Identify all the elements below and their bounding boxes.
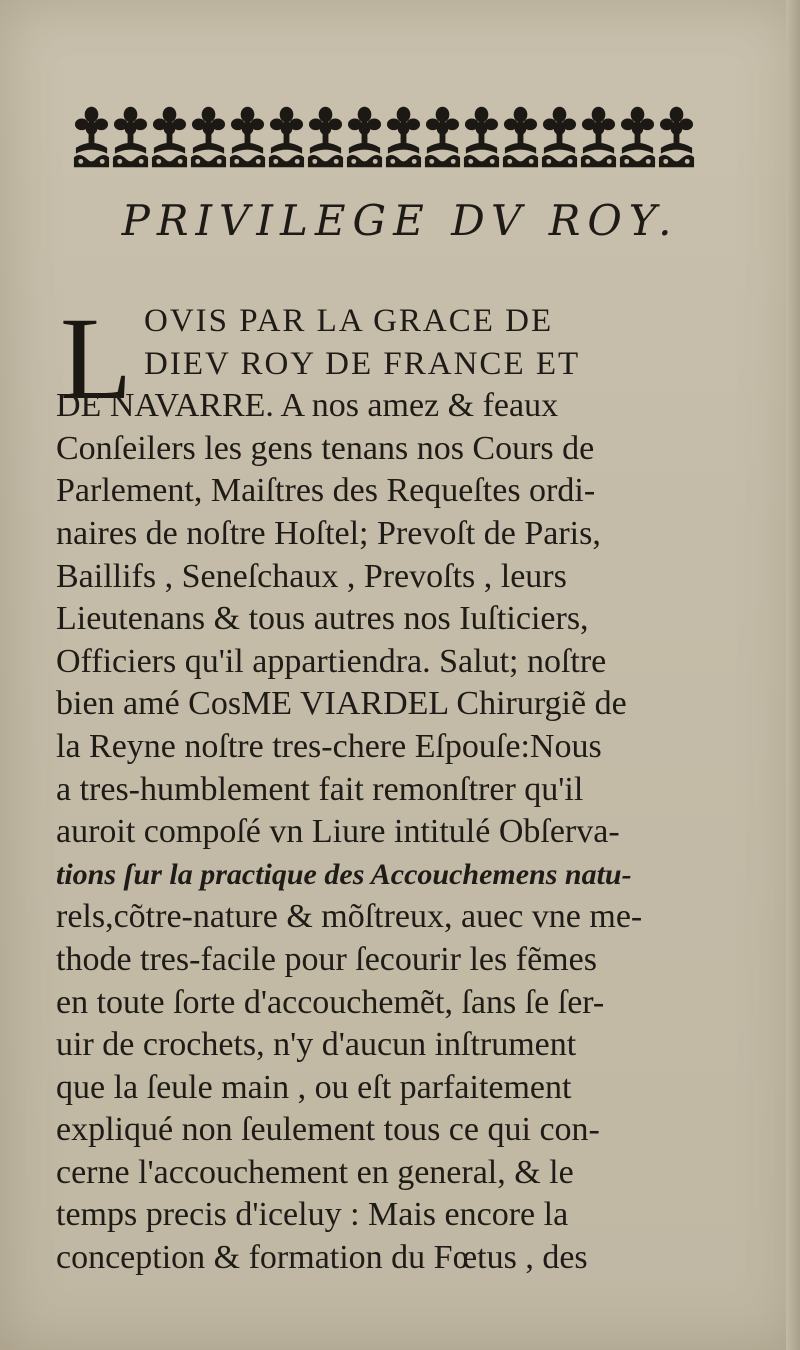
text-line: DIEV ROY DE FRANCE ET bbox=[144, 345, 581, 382]
fleuron-icon bbox=[189, 104, 228, 170]
fleuron-icon bbox=[72, 104, 111, 170]
text-line: naires de noſtre Hoſtel; Prevoſt de Paris, bbox=[56, 514, 601, 552]
fleuron-icon bbox=[423, 104, 462, 170]
text-line: auroit compoſé vn Liure intitulé Obſerva- bbox=[56, 813, 620, 851]
text-line: conception & formation du Fœtus , des bbox=[56, 1239, 588, 1277]
fleuron-icon bbox=[384, 104, 423, 170]
text-line: temps precis d'iceluy : Mais encore la bbox=[56, 1196, 569, 1234]
fleuron-ornament-band bbox=[72, 104, 696, 170]
fleuron-icon bbox=[501, 104, 540, 170]
text-line: Lieutenans & tous autres nos Iuſticiers, bbox=[56, 600, 589, 638]
fleuron-icon bbox=[111, 104, 150, 170]
text-line: uir de crochets, n'y d'aucun inſtrument bbox=[56, 1026, 577, 1064]
fleuron-icon bbox=[657, 104, 696, 170]
fleuron-icon bbox=[540, 104, 579, 170]
text-line: bien amé CosME VIARDEL Chirurgiẽ de bbox=[56, 685, 627, 723]
text-line: Parlement, Maiſtres des Requeſtes ordi- bbox=[56, 472, 596, 510]
drop-cap: L bbox=[60, 293, 133, 424]
fleuron-icon bbox=[306, 104, 345, 170]
page-title: PRIVILEGE DV ROY. bbox=[121, 196, 679, 245]
text-line: thode tres-facile pour ſecourir les fẽmes bbox=[56, 940, 597, 978]
fleuron-icon bbox=[345, 104, 384, 170]
text-line: que la ſeule main , ou eſt parfaitement bbox=[56, 1068, 572, 1106]
fleuron-icon bbox=[462, 104, 501, 170]
text-line: Officiers qu'il appartiendra. Salut; noſtre bbox=[56, 642, 607, 680]
fleuron-icon bbox=[150, 104, 189, 170]
text-line: DE NAVARRE. A nos amez & feaux bbox=[56, 387, 559, 425]
fleuron-icon bbox=[618, 104, 657, 170]
body-text bbox=[56, 293, 706, 1280]
fleuron-icon bbox=[228, 104, 267, 170]
text-line: Baillifs , Seneſchaux , Prevoſts , leurs bbox=[56, 557, 567, 595]
text-line: cerne l'accouchement en general, & le bbox=[56, 1153, 574, 1191]
text-line: en toute ſorte d'accouchemẽt, ſans ſe ſer- bbox=[56, 983, 605, 1021]
fleuron-icon bbox=[579, 104, 618, 170]
fleuron-icon bbox=[267, 104, 306, 170]
text-line: la Reyne noſtre tres-chere Eſpouſe:Nous bbox=[56, 727, 602, 765]
text-line: expliqué non ſeulement tous ce qui con- bbox=[56, 1111, 600, 1149]
text-line: a tres-humblement fait remonſtrer qu'il bbox=[56, 770, 584, 808]
text-line: Conſeilers les gens tenans nos Cours de bbox=[56, 429, 595, 467]
text-line: rels,cõtre-nature & mõſtreux, auec vne me- bbox=[56, 898, 643, 936]
text-line: tions ſur la practique des Accouchemens natu- bbox=[56, 857, 632, 891]
text-line: OVIS PAR LA GRACE DE bbox=[144, 303, 554, 339]
